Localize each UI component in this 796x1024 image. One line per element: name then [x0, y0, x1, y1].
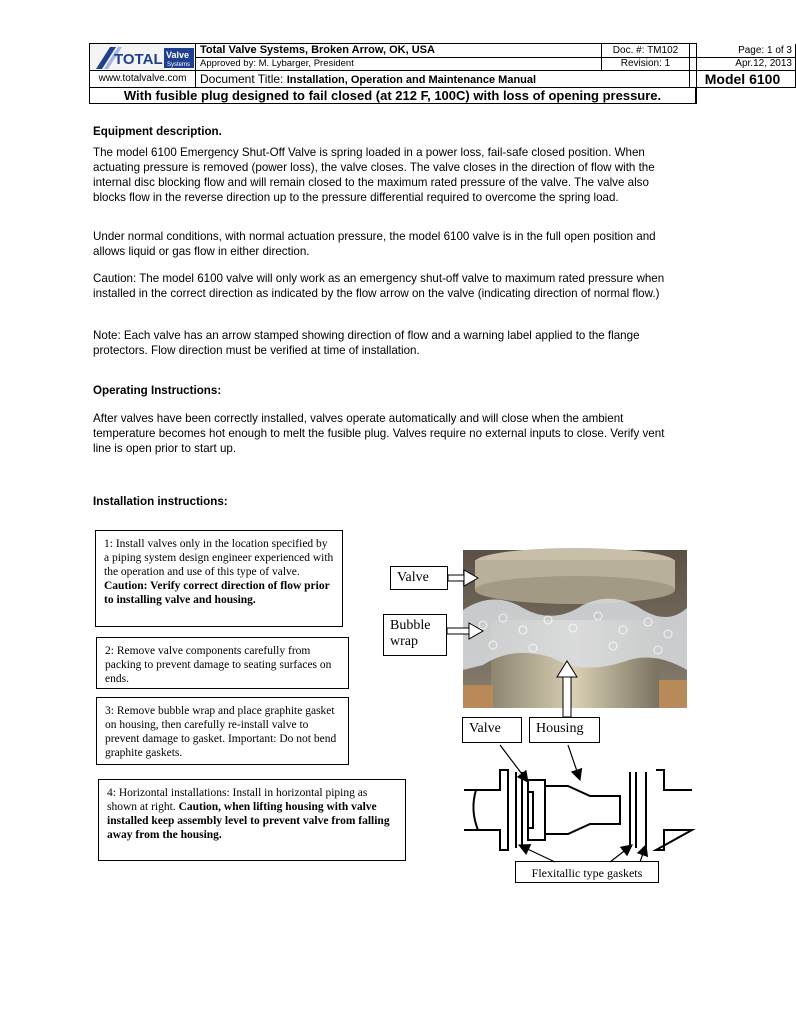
- valve-diagram-label: Valve: [462, 717, 522, 743]
- page-number: Page: 1 of 3: [690, 44, 796, 58]
- logo-systems-text: Systems: [167, 62, 191, 68]
- equipment-paragraph-1: The model 6100 Emergency Shut-Off Valve is spring loaded in a power loss, fail-safe closed position. When actuating pressure is removed (power loss), the valve closes. The valve closes in the direction of flow with the internal disc blocking flow and will remain closed to the maximum rated pressure of the valve. The valve also blocks flow in the reverse direction up to the pressure differential required to overcome the spring load.: [93, 146, 655, 204]
- gaskets-label: Flexitallic type gaskets: [515, 861, 659, 883]
- document-date: Apr.12, 2013: [690, 58, 796, 71]
- install-step-4-caution: Caution, when lifting housing with valve installed keep assembly level to prevent valve from falling away from the housing.: [107, 801, 390, 841]
- document-title-prefix: Document Title:: [200, 72, 287, 86]
- equipment-heading: Equipment description.: [93, 125, 222, 138]
- housing-up-arrow: [557, 661, 577, 717]
- operating-heading: Operating Instructions:: [93, 384, 222, 397]
- equipment-paragraph-3: Caution: The model 6100 valve will only work as an emergency shut-off valve to maximum rated pressure when installed in the correct direction as indicated by the flow arrow on the valve (indicating direction of normal flow.): [93, 272, 665, 300]
- company-name: Total Valve Systems, Broken Arrow, OK, USA: [196, 44, 602, 58]
- model-number: Model 6100: [690, 71, 796, 88]
- valve-photo-arrow: [448, 570, 478, 586]
- valve-photo-label: Valve: [390, 566, 448, 590]
- install-step-4-text: 4: Horizontal installations: Install in horizontal piping as shown at right.: [107, 787, 368, 813]
- logo-total-text: TOTAL: [114, 51, 163, 68]
- horizontal-installation-diagram: [464, 770, 692, 850]
- install-step-2-text: 2: Remove valve components carefully from packing to prevent damage to seating surfaces on ends.: [105, 645, 332, 685]
- fail-closed-warning: With fusible plug designed to fail closed (at 212 F, 100C) with loss of opening pressure.: [90, 88, 696, 104]
- equipment-paragraph-4: Note: Each valve has an arrow stamped showing direction of flow and a warning label applied to the flange protectors. Flow direction must be verified at time of installation.: [93, 329, 640, 357]
- install-step-1-text: 1: Install valves only in the location specified by a piping system design engineer experienced with the operation and use of this type of valve.: [104, 538, 334, 578]
- approved-by: Approved by: M. Lybarger, President: [196, 58, 602, 71]
- install-step-1-caution: Caution: Verify correct direction of flow prior to installing valve and housing.: [104, 580, 330, 606]
- bubble-wrap-arrow: [447, 623, 483, 639]
- website-link[interactable]: www.totalvalve.com: [90, 71, 196, 88]
- housing-label: Housing: [529, 717, 600, 743]
- logo-valve-text: Valve: [166, 50, 190, 60]
- bubble-wrap-label: Bubble wrap: [383, 614, 447, 656]
- equipment-paragraph-2: Under normal conditions, with normal actuation pressure, the model 6100 valve is in the full open position and allows liquid or gas flow in either direction.: [93, 230, 656, 258]
- operating-paragraph-1: After valves have been correctly installed, valves operate automatically and will close when the ambient temperature becomes hot enough to melt the fusible plug. Valves require no external inputs to close. Verify vent line is open prior to start up.: [93, 412, 665, 455]
- doc-number: Doc. #: TM102: [602, 44, 690, 58]
- document-title-value: Installation, Operation and Maintenance Manual: [286, 74, 537, 86]
- install-step-3-text: 3: Remove bubble wrap and place graphite gasket on housing, then carefully re-install valve to prevent damage to gasket. Important: Do not bend graphite gaskets.: [105, 705, 337, 759]
- installation-heading: Installation instructions:: [93, 495, 228, 508]
- revision: Revision: 1: [602, 58, 690, 71]
